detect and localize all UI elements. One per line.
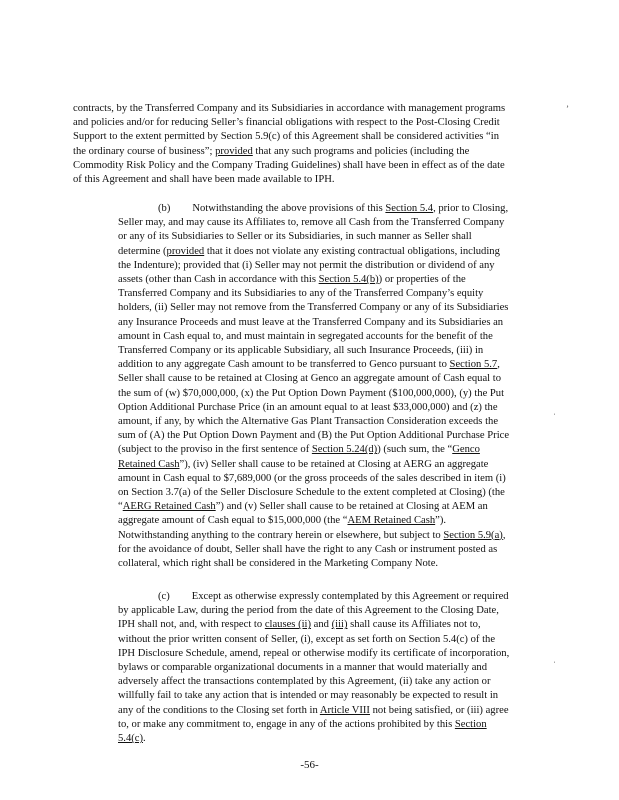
text: that it does not violate any existing contractual obligations, including the Indenture); provided that (i) Seller may not permit the distribution or dividend of any assets (other than Cash in accordance with this	[118, 245, 500, 286]
margin-mark: ’	[566, 104, 569, 114]
section-reference: Section 5.4	[385, 203, 434, 214]
text: ) (such sum, the “	[377, 444, 453, 456]
section-reference: Section 5.24(d)	[311, 444, 378, 456]
text: ”), (iv) Seller shall cause to be retained at Closing at AERG an aggregate amount in Cash equal to $7,689,000 (or the gross proceeds of the sales described in item (i) on Section 3.7(a) of the Seller Disclosure Schedule to the extent completed at Closing) (the “	[118, 458, 506, 513]
text: , prior to Closing, Seller may, and may cause its Affiliates to, remove all Cash from the Transferred Company or any of its Subsidiaries to Seller or its Subsidiaries, in such manner as Seller shall determine (	[118, 203, 509, 257]
text: , for the avoidance of doubt, Seller shall have the right to any Cash or instrument posted as collateral, which right shall be considered in the Marketing Company Note.	[118, 529, 506, 570]
text: and	[311, 619, 332, 631]
paragraph-continuation	[73, 102, 510, 187]
paragraph-label: (b)	[158, 203, 171, 214]
defined-term: Genco Retained Cash	[118, 444, 480, 470]
section-reference: Section 5.9(a)	[443, 529, 503, 541]
section-reference: Section 5.7	[449, 359, 498, 371]
text: Notwithstanding the above provisions of this	[192, 203, 386, 214]
paragraph-c	[118, 590, 511, 746]
underlined-term: provided	[215, 145, 253, 157]
text: ) or properties of the Transferred Company and its Subsidiaries to any of the Transferred Company’s equity holders, (ii) Seller may not remove from the Transferred Company or any of its Subsidiaries any Insurance Proceeds and must leave at the Transferred Company and its Subsidiaries an amount in Cash equal to, and must maintain in segregated accounts for the benefit of the Transferred Company or its applicable Subsidiary, all such Insurance Proceeds, (iii) in addition to any aggregate Cash amount to be transferred to Genco pursuant to	[118, 274, 509, 371]
section-reference: Section 5.4(b)	[318, 274, 379, 286]
underlined-term: provided	[166, 245, 205, 257]
text: , Seller shall cause to be retained at Closing at Genco an aggregate amount of Cash equal to the sum of (w) $70,000,000, (x) the Put Option Down Payment ($100,000,000), (y) the Put Option Additional Purchase Price (in an amount equal to at least $33,000,000) and (z) the amount, if any, by which the Alternative Gas Plant Transaction Consideration exceeds the sum of (A) the Put Option Down Payment and (B) the Put Option Additional Purchase Price (subject to the proviso in the first sentence of	[118, 359, 510, 456]
clause-reference: clauses (ii)	[264, 619, 312, 631]
margin-mark: ˈ	[553, 660, 556, 670]
text: ”) and (v) Seller shall cause to be retained at Closing at AEM an aggregate amount of Cash equal to $15,000,000 (the “	[118, 501, 488, 527]
text: shall cause its Affiliates not to, without the prior written consent of Seller, (i), except as set forth on Section 5.4(c) of the IPH Disclosure Schedule, amend, repeal or otherwise modify its certificate of incorporation, bylaws or comparable organizational documents in a manner that would materially and adversely affect the transactions contemplated by this Agreement, (ii) take any action or willfully fail to take any action that is intended or may reasonably be expected to result in any of the conditions to the Closing set forth in	[118, 619, 510, 716]
text: contracts, by the Transferred Company and its Subsidiaries in accordance with management programs and policies and/or for reducing Seller’s financial obligations with respect to the Post-Closing Credit Support to the extent permitted by Section 5.9(c) of this Agreement shall be considered activities “in the ordinary course of business”;	[73, 103, 506, 157]
text: that any such programs and policies (including the Commodity Risk Policy and the Company Trading Guidelines) shall have been in effect as of the date of this Agreement and shall have been made available to IPH.	[73, 145, 505, 186]
text: Except as otherwise expressly contemplated by this Agreement or required by applicable Law, during the period from the date of this Agreement to the Closing Date, IPH shall not, and, with respect to	[118, 591, 509, 631]
defined-term: AEM Retained Cash	[347, 515, 436, 527]
paragraph-label: (c)	[158, 591, 170, 602]
paragraph-b	[118, 202, 511, 571]
article-reference: Article VIII	[319, 704, 370, 716]
text: .	[143, 733, 146, 745]
text: not being satisfied, or (iii) agree to, or make any commitment to, engage in any of the actions prohibited by this	[118, 704, 509, 730]
defined-term: AERG Retained Cash	[122, 501, 216, 513]
section-reference: Section 5.4(c)	[118, 718, 487, 745]
page-number: -56-	[300, 759, 319, 771]
text: ”). Notwithstanding anything to the contrary herein or elsewhere, but subject to	[118, 515, 447, 541]
margin-mark: ˈ	[553, 412, 556, 422]
clause-reference: (iii)	[331, 619, 348, 631]
